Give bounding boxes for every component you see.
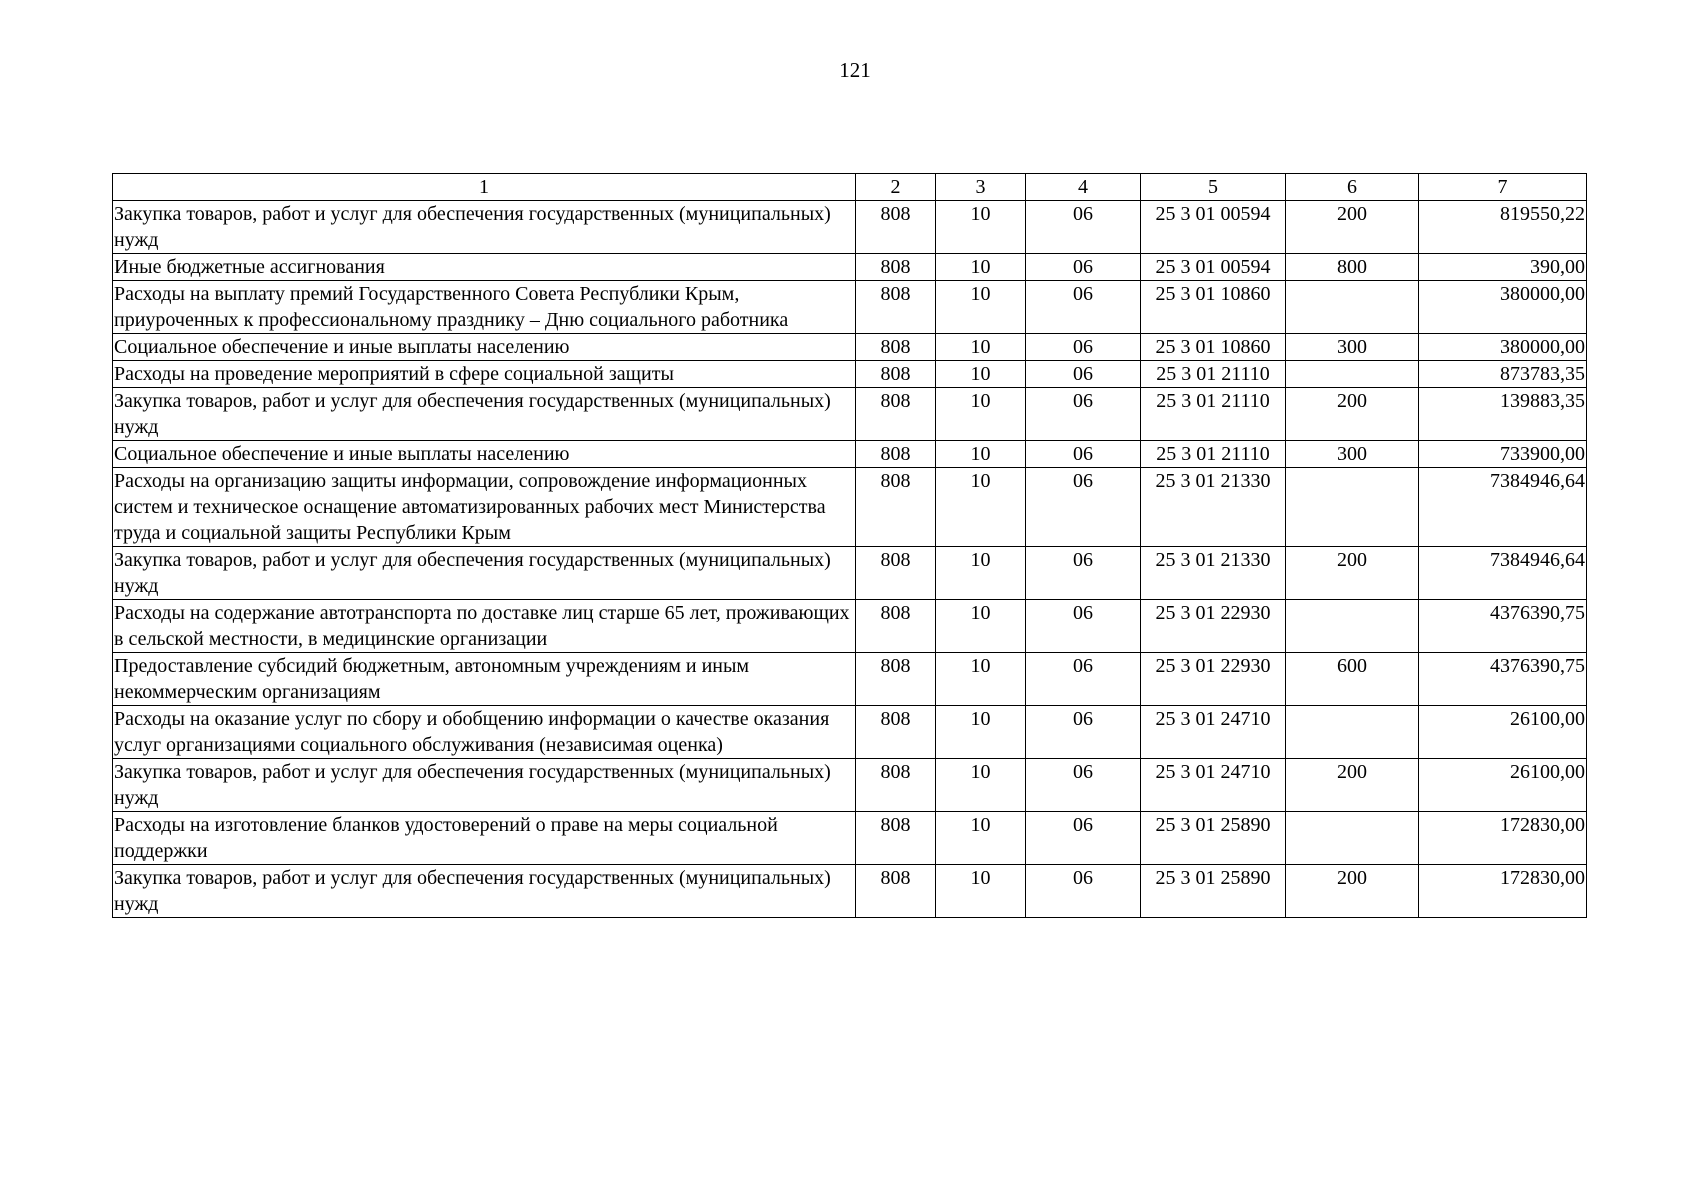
expense-type-cell: 200: [1286, 201, 1419, 254]
expense-type-cell: 600: [1286, 653, 1419, 706]
section-code-cell: 10: [936, 547, 1026, 600]
column-header: 1: [113, 174, 856, 201]
expense-name-cell: Иные бюджетные ассигнования: [113, 254, 856, 281]
grbs-code-cell: 808: [856, 361, 936, 388]
table-row: [113, 600, 1587, 653]
section-code-cell: 10: [936, 653, 1026, 706]
grbs-code-cell: 808: [856, 865, 936, 918]
table-row: [113, 547, 1587, 600]
target-article-cell: 25 3 01 25890: [1141, 812, 1286, 865]
expense-type-cell: [1286, 361, 1419, 388]
amount-cell: 873783,35: [1419, 361, 1587, 388]
amount-cell: 26100,00: [1419, 759, 1587, 812]
subsection-code-cell: 06: [1026, 759, 1141, 812]
subsection-code-cell: 06: [1026, 441, 1141, 468]
table-row: [113, 759, 1587, 812]
expense-type-cell: [1286, 281, 1419, 334]
expense-type-cell: [1286, 600, 1419, 653]
section-code-cell: 10: [936, 759, 1026, 812]
expense-name-cell: Расходы на организацию защиты информации, сопровождение информационных систем и техническое оснащение автоматизированных рабочих мест Министерства труда и социальной защиты Республики Крым: [113, 468, 856, 547]
table-row: [113, 865, 1587, 918]
grbs-code-cell: 808: [856, 468, 936, 547]
expense-type-cell: 200: [1286, 547, 1419, 600]
table-header-row: [113, 174, 1587, 201]
grbs-code-cell: 808: [856, 254, 936, 281]
expense-name-cell: Закупка товаров, работ и услуг для обеспечения государственных (муниципальных) нужд: [113, 388, 856, 441]
amount-cell: 380000,00: [1419, 281, 1587, 334]
amount-cell: 380000,00: [1419, 334, 1587, 361]
subsection-code-cell: 06: [1026, 361, 1141, 388]
expense-name-cell: Расходы на проведение мероприятий в сфере социальной защиты: [113, 361, 856, 388]
table-row: [113, 388, 1587, 441]
column-header: 6: [1286, 174, 1419, 201]
expense-type-cell: 300: [1286, 334, 1419, 361]
table-row: [113, 281, 1587, 334]
expense-type-cell: 800: [1286, 254, 1419, 281]
section-code-cell: 10: [936, 468, 1026, 547]
amount-cell: 819550,22: [1419, 201, 1587, 254]
target-article-cell: 25 3 01 10860: [1141, 334, 1286, 361]
target-article-cell: 25 3 01 00594: [1141, 201, 1286, 254]
section-code-cell: 10: [936, 254, 1026, 281]
target-article-cell: 25 3 01 21330: [1141, 547, 1286, 600]
expense-type-cell: 200: [1286, 759, 1419, 812]
expense-name-cell: Социальное обеспечение и иные выплаты населению: [113, 334, 856, 361]
target-article-cell: 25 3 01 00594: [1141, 254, 1286, 281]
expense-name-cell: Расходы на содержание автотранспорта по доставке лиц старше 65 лет, проживающих в сельской местности, в медицинские организации: [113, 600, 856, 653]
subsection-code-cell: 06: [1026, 468, 1141, 547]
expense-name-cell: Расходы на выплату премий Государственного Совета Республики Крым, приуроченных к профессиональному празднику – Дню социального работника: [113, 281, 856, 334]
target-article-cell: 25 3 01 24710: [1141, 706, 1286, 759]
section-code-cell: 10: [936, 706, 1026, 759]
section-code-cell: 10: [936, 865, 1026, 918]
target-article-cell: 25 3 01 22930: [1141, 600, 1286, 653]
column-header: 3: [936, 174, 1026, 201]
target-article-cell: 25 3 01 21110: [1141, 361, 1286, 388]
section-code-cell: 10: [936, 388, 1026, 441]
expense-type-cell: [1286, 468, 1419, 547]
grbs-code-cell: 808: [856, 547, 936, 600]
grbs-code-cell: 808: [856, 441, 936, 468]
section-code-cell: 10: [936, 812, 1026, 865]
target-article-cell: 25 3 01 22930: [1141, 653, 1286, 706]
column-header: 2: [856, 174, 936, 201]
target-article-cell: 25 3 01 21110: [1141, 388, 1286, 441]
column-header: 5: [1141, 174, 1286, 201]
expense-type-cell: [1286, 706, 1419, 759]
target-article-cell: 25 3 01 24710: [1141, 759, 1286, 812]
expense-name-cell: Расходы на оказание услуг по сбору и обобщению информации о качестве оказания услуг организациями социального обслуживания (независимая оценка): [113, 706, 856, 759]
table-row: [113, 334, 1587, 361]
grbs-code-cell: 808: [856, 600, 936, 653]
grbs-code-cell: 808: [856, 812, 936, 865]
grbs-code-cell: 808: [856, 201, 936, 254]
section-code-cell: 10: [936, 441, 1026, 468]
subsection-code-cell: 06: [1026, 865, 1141, 918]
section-code-cell: 10: [936, 201, 1026, 254]
table-row: [113, 201, 1587, 254]
expense-name-cell: Закупка товаров, работ и услуг для обеспечения государственных (муниципальных) нужд: [113, 201, 856, 254]
amount-cell: 26100,00: [1419, 706, 1587, 759]
table-row: [113, 812, 1587, 865]
grbs-code-cell: 808: [856, 759, 936, 812]
subsection-code-cell: 06: [1026, 812, 1141, 865]
grbs-code-cell: 808: [856, 281, 936, 334]
target-article-cell: 25 3 01 25890: [1141, 865, 1286, 918]
grbs-code-cell: 808: [856, 706, 936, 759]
table-row: [113, 706, 1587, 759]
amount-cell: 172830,00: [1419, 812, 1587, 865]
section-code-cell: 10: [936, 281, 1026, 334]
table-row: [113, 254, 1587, 281]
subsection-code-cell: 06: [1026, 281, 1141, 334]
expense-name-cell: Предоставление субсидий бюджетным, автономным учреждениям и иным некоммерческим организациям: [113, 653, 856, 706]
target-article-cell: 25 3 01 21330: [1141, 468, 1286, 547]
target-article-cell: 25 3 01 10860: [1141, 281, 1286, 334]
amount-cell: 733900,00: [1419, 441, 1587, 468]
expense-name-cell: Расходы на изготовление бланков удостоверений о праве на меры социальной поддержки: [113, 812, 856, 865]
column-header: 7: [1419, 174, 1587, 201]
expense-type-cell: [1286, 812, 1419, 865]
target-article-cell: 25 3 01 21110: [1141, 441, 1286, 468]
table-row: [113, 653, 1587, 706]
subsection-code-cell: 06: [1026, 706, 1141, 759]
expense-type-cell: 300: [1286, 441, 1419, 468]
subsection-code-cell: 06: [1026, 600, 1141, 653]
grbs-code-cell: 808: [856, 388, 936, 441]
expense-name-cell: Закупка товаров, работ и услуг для обеспечения государственных (муниципальных) нужд: [113, 759, 856, 812]
section-code-cell: 10: [936, 334, 1026, 361]
amount-cell: 139883,35: [1419, 388, 1587, 441]
amount-cell: 7384946,64: [1419, 468, 1587, 547]
subsection-code-cell: 06: [1026, 201, 1141, 254]
subsection-code-cell: 06: [1026, 334, 1141, 361]
amount-cell: 4376390,75: [1419, 600, 1587, 653]
subsection-code-cell: 06: [1026, 547, 1141, 600]
expense-name-cell: Закупка товаров, работ и услуг для обеспечения государственных (муниципальных) нужд: [113, 547, 856, 600]
column-header: 4: [1026, 174, 1141, 201]
amount-cell: 172830,00: [1419, 865, 1587, 918]
amount-cell: 390,00: [1419, 254, 1587, 281]
amount-cell: 4376390,75: [1419, 653, 1587, 706]
expense-type-cell: 200: [1286, 865, 1419, 918]
subsection-code-cell: 06: [1026, 388, 1141, 441]
table-row: [113, 361, 1587, 388]
expense-name-cell: Закупка товаров, работ и услуг для обеспечения государственных (муниципальных) нужд: [113, 865, 856, 918]
section-code-cell: 10: [936, 361, 1026, 388]
table-row: [113, 441, 1587, 468]
expense-name-cell: Социальное обеспечение и иные выплаты населению: [113, 441, 856, 468]
table-row: [113, 468, 1587, 547]
subsection-code-cell: 06: [1026, 254, 1141, 281]
amount-cell: 7384946,64: [1419, 547, 1587, 600]
grbs-code-cell: 808: [856, 653, 936, 706]
subsection-code-cell: 06: [1026, 653, 1141, 706]
expense-type-cell: 200: [1286, 388, 1419, 441]
section-code-cell: 10: [936, 600, 1026, 653]
page-number: 121: [839, 58, 871, 82]
grbs-code-cell: 808: [856, 334, 936, 361]
budget-table: [112, 173, 1587, 918]
